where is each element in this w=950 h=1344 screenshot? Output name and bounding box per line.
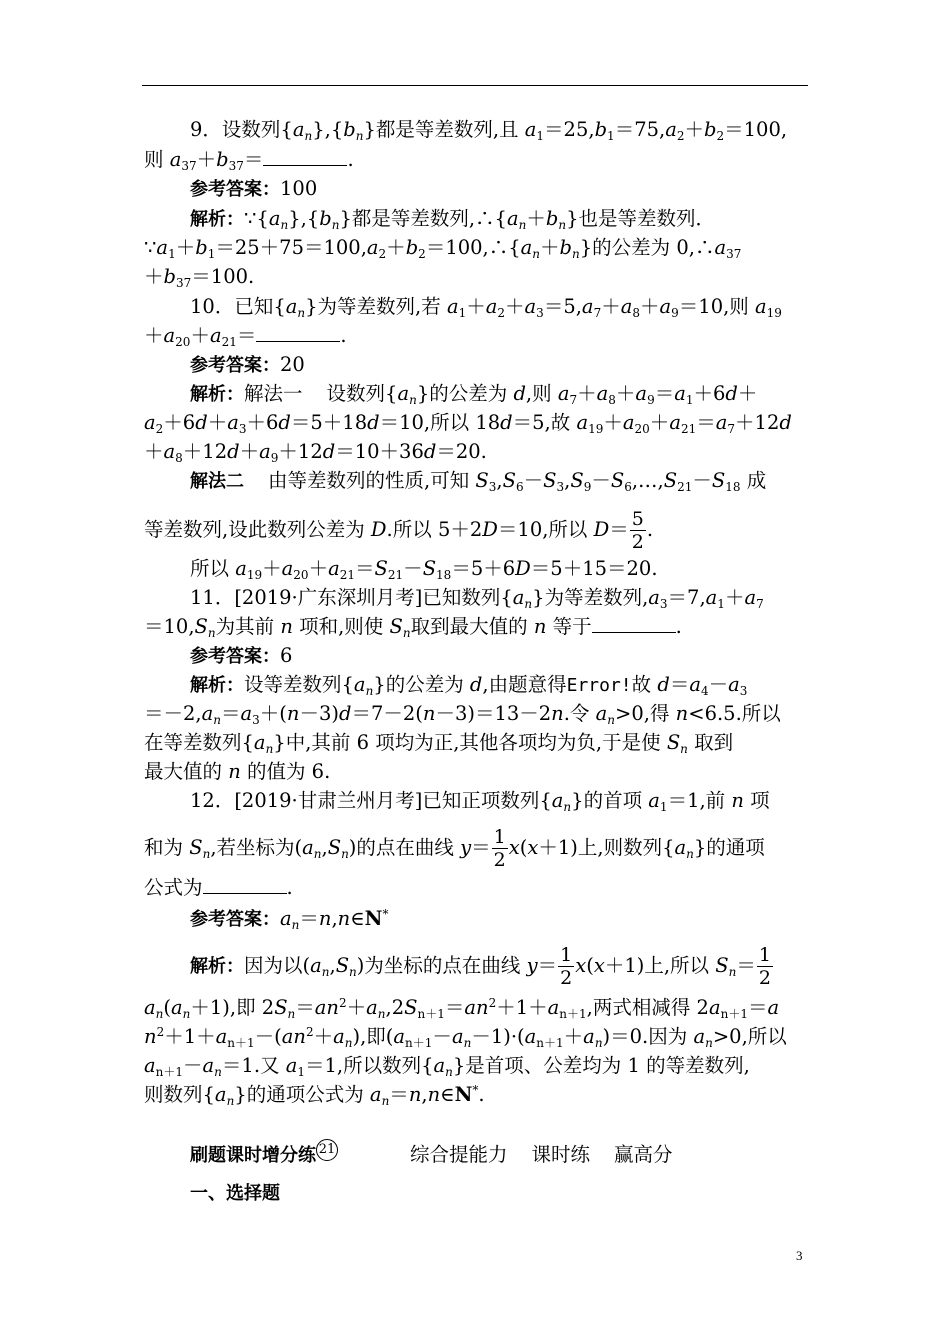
q10-solution-6: 所以 $a_{19}+a_{20}+a_{21}=S_{21}-S_{18}=5+6D=5+15=20$.: [190, 557, 658, 582]
q12-line-3: 公式为 .: [144, 876, 293, 899]
q11-answer: 参考答案：6: [190, 644, 293, 667]
q10-solution-5: 等差数列,设此数列公差为 D.所以 5＋2D＝10,所以 D＝ $\frac{5}{2}$ .: [144, 508, 654, 553]
q10-solution-2: $a_2+6d+a_3+6d=5+18d=10$,所以 18d＝5,故 $a_{19}+a_{20}+a_{21}=a_7+12d$: [144, 411, 792, 436]
q11-line-2: $=10,S_n$为其前 n 项和,则使 $S_n$取到最大值的 n 等于 .: [144, 615, 682, 640]
fraction-1-2: $\frac{1}{2}$: [758, 944, 771, 989]
q12-answer: 参考答案：$a_n=n,n\in N^*$: [190, 907, 389, 932]
q12-solution-2: $a_n(a_n+1)$,即 $2S_n=an^2+a_n,2S_{n+1}=an^2+1+a_{n+1}$,两式相减得 $2a_{n+1}=a$: [144, 996, 780, 1021]
q12-solution-1: 解析：因为以$(a_n,S_n)$为坐标的点在曲线 y＝ $\frac{1}{2}$ x(x＋1)上,所以 $S_n=$ $\frac{1}{2}$: [190, 944, 771, 989]
answer-blank: [203, 875, 287, 894]
q11-solution-4: 最大值的 n 的值为 6.: [144, 760, 331, 783]
q10-solution-3: $+a_8+12d+a_9+12d=10+36d=20$.: [144, 440, 487, 465]
q9-solution-2: $\because a_1+b_1=25+75=100,a_2+b_2=100,\therefore\{a_n+b_n\}$的公差为 $0,\therefore a_{37}$: [144, 236, 742, 261]
q12-solution-4: $a_{n+1}-a_n=1$.又 $a_1=1$,所以数列$\{a_n\}$是首项、公差均为 1 的等差数列,: [144, 1054, 750, 1079]
q9-line-1: 9．设数列$\{a_n\},\{b_n\}$都是等差数列,且 $a_1=25,b_1=75,a_2+b_2=100$,: [190, 118, 788, 143]
section-tag-2: 课时练: [531, 1143, 591, 1166]
q12-line-1: 12．[2019·甘肃兰州月考]已知正项数列$\{a_n\}$的首项 $a_1=1$,前 n 项: [190, 789, 770, 814]
answer-blank: [256, 323, 340, 342]
q11-solution-3: 在等差数列$\{a_n\}$中,其前 6 项均为正,其他各项均为负,于是使 $S_n$ 取到: [144, 731, 734, 756]
lesson-number-badge: 21: [316, 1139, 338, 1161]
section-tag-3: 赢高分: [614, 1143, 673, 1166]
q12-line-2: 和为 $S_n$,若坐标为$(a_n,S_n)$的点在曲线 y＝ $\frac{1}{2}$ x(x＋1)上,则数列$\{a_n\}$的通项: [144, 826, 765, 871]
section-title: 刷题课时增分练: [190, 1145, 316, 1166]
answer-blank: [263, 147, 347, 166]
q10-solution-1: 解析：解法一 设数列$\{a_n\}$的公差为 d,则 $a_7+a_8+a_9=a_1+6d+$: [190, 382, 758, 407]
q9-solution-3: $+b_{37}=100$.: [144, 265, 255, 290]
q9-line-2: 则 $a_{37}+b_{37}=$ .: [144, 148, 354, 173]
fraction-5-2: $\frac{5}{2}$: [631, 508, 644, 553]
q10-solution-4: 解法二 由等差数列的性质,可知 $S_3,S_6-S_3,S_9-S_6,\dots,S_{21}-S_{18}$ 成: [190, 469, 767, 494]
section-tag-1: 综合提能力: [410, 1143, 508, 1166]
q12-solution-5: 则数列$\{a_n\}$的通项公式为 $a_n=n,n\in N^*$.: [144, 1083, 485, 1108]
page-number: 3: [796, 1248, 803, 1263]
fraction-1-2: $\frac{1}{2}$: [560, 944, 573, 989]
answer-blank: [592, 614, 676, 633]
q11-line-1: 11．[2019·广东深圳月考]已知数列$\{a_n\}$为等差数列$,a_3=7,a_1+a_7$: [190, 586, 764, 611]
fraction-1-2: $\frac{1}{2}$: [493, 826, 506, 871]
subsection-heading: 一、选择题: [190, 1183, 280, 1204]
q10-line-2: $+a_{20}+a_{21}=$ .: [144, 324, 347, 349]
header-rule: [142, 85, 808, 86]
q11-solution-2: $=-2,a_n=a_3+(n-3)d=7-2(n-3)=13-2n$.令 $a_n>0$,得 n<6.5.所以: [144, 702, 781, 727]
section-header: [190, 1142, 673, 1169]
q10-answer: 参考答案：20: [190, 353, 305, 376]
q10-line-1: 10．已知$\{a_n\}$为等差数列,若 $a_1+a_2+a_3=5,a_7+a_8+a_9=10$,则 $a_{19}$: [190, 295, 782, 320]
q11-solution-1: 解析：设等差数列$\{a_n\}$的公差为 d,由题意得Error!故 $d=a_4-a_3$: [190, 673, 748, 698]
q12-solution-3: $n^2+1+a_{n+1}-(an^2+a_n)$,即$(a_{n+1}-a_n-1)\cdot(a_{n+1}+a_n)=0$.因为 $a_n>0$,所以: [144, 1025, 787, 1050]
q9-solution-1: 解析：$\because\{a_n\},\{b_n\}$都是等差数列$,\therefore\{a_n+b_n\}$也是等差数列．: [190, 207, 715, 232]
q9-answer: 参考答案：100: [190, 177, 318, 200]
